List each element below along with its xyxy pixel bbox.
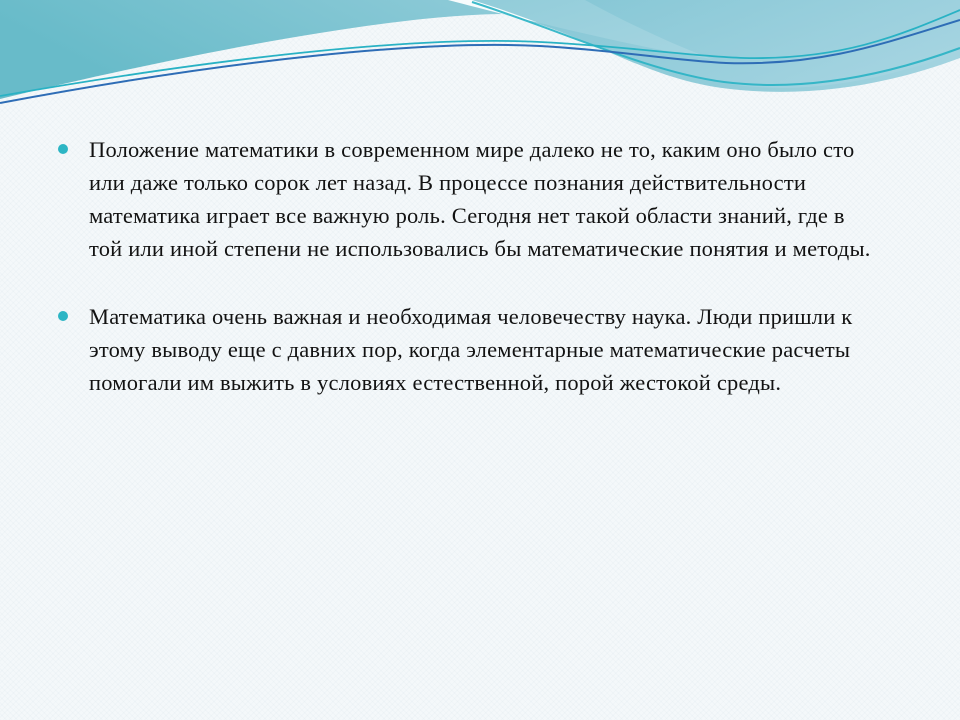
wave-swoosh-shape [472, 0, 960, 88]
slide-body [58, 133, 873, 434]
wave-swoosh-edge-line [472, 2, 960, 85]
bullet-item-2 [58, 300, 873, 399]
bullet-text-2: Математика очень важная и необходимая человечеству наука. Люди пришли к этому выводу еще с давних пор, когда элементарные математические расчеты помогали им выжить в условиях естественной, порой жестокой среды. [89, 304, 853, 395]
bullet-icon [58, 311, 68, 321]
wave-white-streak [448, 0, 712, 59]
bullet-item-1 [58, 133, 873, 265]
wave-blue-line [0, 20, 960, 103]
bullet-icon [58, 144, 68, 154]
bullet-text-1: Положение математики в современном мире далеко не то, каким оно было сто или даже только сорок лет назад. В процессе познания действительности математика играет все важную роль. Сегодня нет такой области знаний, где в той или иной степени не использовались бы математические понятия и методы. [89, 137, 871, 261]
wave-cyan-line [0, 10, 960, 96]
wave-base-shape [0, 0, 960, 99]
